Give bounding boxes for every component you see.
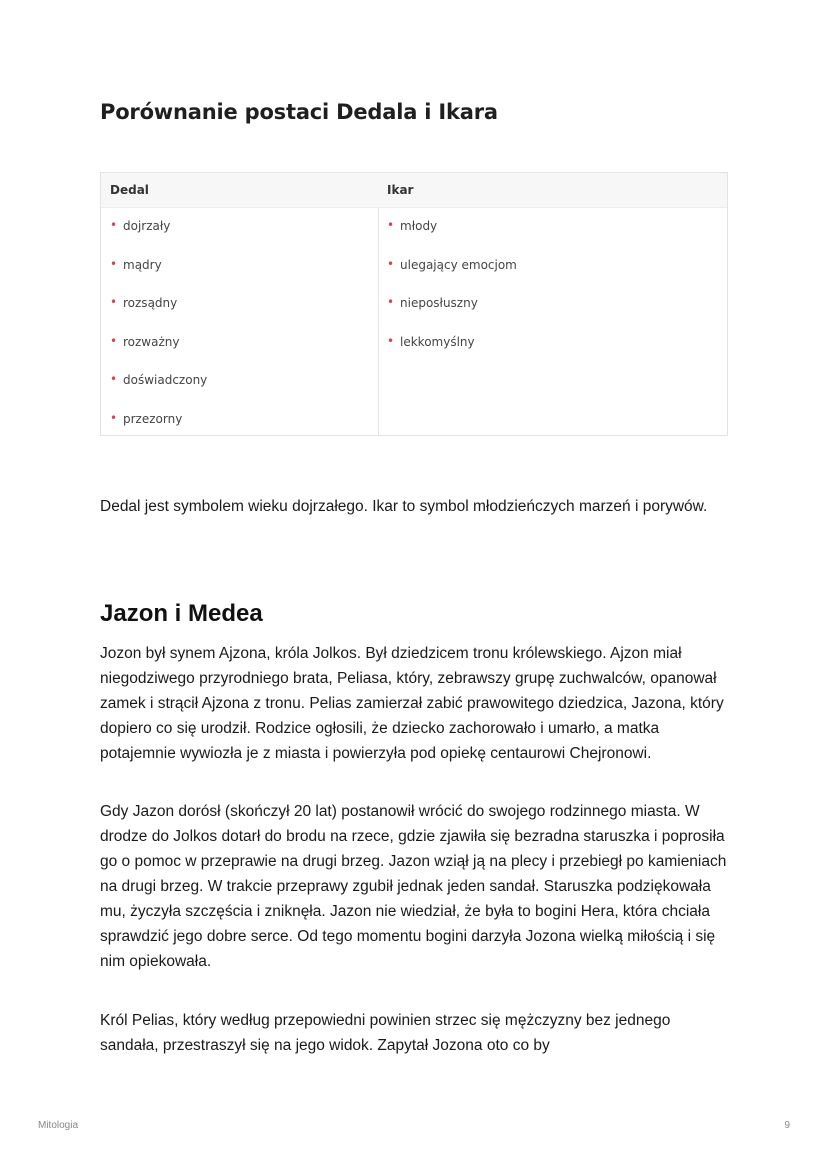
column-header-dedal: Dedal [101, 173, 378, 208]
comparison-table [100, 172, 728, 436]
bullet-icon: • [110, 218, 118, 232]
summary-paragraph: Dedal jest symbolem wieku dojrzałego. Ikar to symbol młodzieńczych marzeń i porywów. [100, 498, 708, 515]
trait-label: młody [400, 219, 438, 233]
trait-label: rozważny [123, 334, 180, 349]
trait-label: rozsądny [123, 296, 178, 311]
list-item [101, 255, 378, 294]
bullet-icon: • [110, 256, 118, 271]
trait-label: doświadczony [123, 373, 208, 388]
body-paragraph-2: Gdy Jazon dorósł (skończył 20 lat) postanowił wrócić do swojego rodzinnego miasta. W drodze do Jolkos dotarł do brodu na rzece, gdzie zjawiła się bezradna staruszka i poprosiła go o pomoc w przeprawie na drugi brzeg. Jazon wziął ją na plecy i przebiegł po kamieniach na drugi brzeg. W trakcie przeprawy zgubił jednak jeden sandał. Staruszka podziękowała mu, życzyła szczęścia i zniknęła. Jazon nie wiedział, że była to bogini Hera, która chciała sprawdzić jego dobre serce. Od tego momentu bogini darzyła Jozona wielką miłością i się nim opiekowała. [100, 803, 727, 970]
column-header-ikar: Ikar [378, 173, 727, 208]
bullet-icon: • [110, 333, 118, 348]
list-item [378, 216, 727, 255]
bullet-icon: • [387, 333, 395, 348]
bullet-icon: • [387, 256, 395, 271]
trait-label: ulegający emocjom [400, 257, 517, 272]
list-item [101, 216, 378, 255]
body-paragraph-1: Jozon był synem Ajzona, króla Jolkos. Był dziedzicem tronu królewskiego. Ajzon miał niegodziwego przyrodniego brata, Peliasa, który, zebrawszy grupę zuchwalców, opanował zamek i strącił Ajzona z tronu. Pelias zamierzał zabić prawowitego dziedzica, Jazona, który dopiero co się urodził. Rodzice ogłosili, że dziecko zachorowało i umarło, a matka potajemnie wywiozła je z miasta i powierzyła pod opiekę centaurowi Chejronowi. [100, 645, 724, 762]
bullet-icon: • [110, 372, 118, 387]
trait-label: lekkomyślny [400, 334, 475, 349]
list-item [101, 370, 378, 409]
list-item [101, 293, 378, 332]
table-column-ikar [378, 173, 727, 435]
trait-label: nieposłuszny [400, 296, 478, 311]
body-paragraph-3: Król Pelias, który według przepowiedni powinien strzec się mężczyzny bez jednego sandała, przestraszył się na jego widok. Zapytał Jozona oto co by [100, 1012, 671, 1054]
list-item [101, 409, 378, 448]
trait-list-ikar [378, 208, 727, 370]
bullet-icon: • [387, 218, 395, 232]
trait-label: dojrzały [123, 219, 171, 233]
trait-label: mądry [123, 257, 162, 272]
chapter-title: Jazon i Medea [100, 600, 263, 627]
list-item [101, 332, 378, 371]
bullet-icon: • [110, 295, 118, 310]
list-item [378, 332, 727, 371]
bullet-icon: • [110, 410, 118, 425]
trait-label: przezorny [123, 411, 183, 426]
section-title: Porównanie postaci Dedala i Ikara [100, 100, 498, 124]
list-item [378, 255, 727, 294]
trait-list-dedal [101, 208, 378, 448]
page-number: 9 [784, 1120, 790, 1131]
footer-title: Mitologia [38, 1120, 79, 1131]
bullet-icon: • [387, 295, 395, 310]
table-column-dedal [101, 173, 379, 435]
list-item [378, 293, 727, 332]
